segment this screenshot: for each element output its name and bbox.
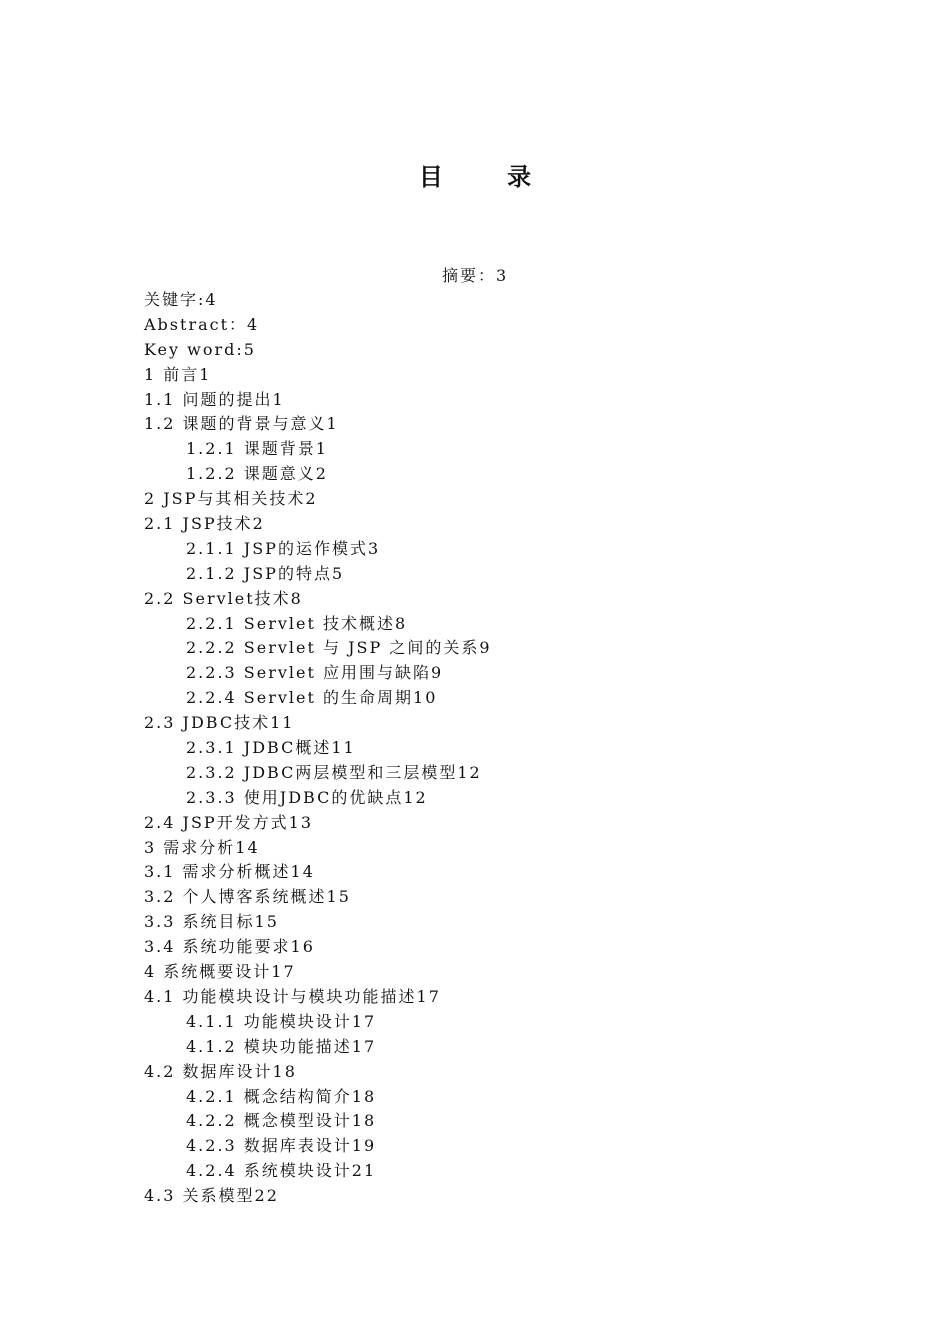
toc-entry: 4.3 关系模型22 xyxy=(144,1186,279,1206)
toc-entry: 1.2.1 课题背景1 xyxy=(186,439,328,459)
toc-entry: 3.1 需求分析概述14 xyxy=(144,862,315,882)
toc-entry: 2.3.1 JDBC概述11 xyxy=(186,738,356,758)
toc-entry: Key word:5 xyxy=(144,339,256,359)
toc-entry: 4.1.2 模块功能描述17 xyxy=(186,1036,377,1056)
toc-entry: 3.4 系统功能要求16 xyxy=(144,937,315,957)
toc-entry: 2.2 Servlet技术8 xyxy=(144,588,303,608)
toc-entry: 4.2.1 概念结构简介18 xyxy=(186,1086,377,1106)
page-title: 目 录 xyxy=(418,163,560,191)
table-of-contents xyxy=(144,288,492,1209)
toc-entry: 2.2.3 Servlet 应用围与缺陷9 xyxy=(186,663,444,683)
toc-entry: 4.2.3 数据库表设计19 xyxy=(186,1136,377,1156)
toc-entry: 2.1.2 JSP的特点5 xyxy=(186,563,345,583)
toc-entry: 4.1 功能模块设计与模块功能描述17 xyxy=(144,986,441,1006)
toc-entry: 2.2.2 Servlet 与 JSP 之间的关系9 xyxy=(186,638,492,658)
toc-entry: 2.2.1 Servlet 技术概述8 xyxy=(186,613,408,633)
toc-entry: 4 系统概要设计17 xyxy=(144,962,296,982)
toc-entry: 4.2 数据库设计18 xyxy=(144,1061,297,1081)
toc-entry: 1.2 课题的背景与意义1 xyxy=(144,414,339,434)
toc-entry: 4.2.2 概念模型设计18 xyxy=(186,1111,377,1131)
toc-entry: 2 JSP与其相关技术2 xyxy=(144,489,318,509)
toc-entry: 2.3.3 使用JDBC的优缺点12 xyxy=(186,787,428,807)
toc-entry: 2.1.1 JSP的运作模式3 xyxy=(186,538,381,558)
toc-entry: 2.4 JSP开发方式13 xyxy=(144,812,314,832)
toc-entry-abstract-cn: 摘要：3 xyxy=(442,266,509,285)
toc-entry: 4.2.4 系统模块设计21 xyxy=(186,1161,377,1181)
toc-entry: 2.3.2 JDBC两层模型和三层模型12 xyxy=(186,762,482,782)
toc-entry: 关键字:4 xyxy=(144,290,218,309)
toc-entry: 2.2.4 Servlet 的生命周期10 xyxy=(186,688,438,708)
toc-entry: 3.2 个人博客系统概述15 xyxy=(144,887,351,907)
toc-entry: 1.2.2 课题意义2 xyxy=(186,464,328,484)
toc-entry: 4.1.1 功能模块设计17 xyxy=(186,1011,377,1031)
toc-entry: 2.1 JSP技术2 xyxy=(144,514,265,534)
toc-entry: 3.3 系统目标15 xyxy=(144,912,279,932)
toc-entry: 1.1 问题的提出1 xyxy=(144,389,285,409)
toc-entry: 3 需求分析14 xyxy=(144,837,260,857)
toc-entry: 1 前言1 xyxy=(144,364,212,384)
toc-entry: Abstract：4 xyxy=(144,314,260,334)
toc-entry: 2.3 JDBC技术11 xyxy=(144,713,295,733)
